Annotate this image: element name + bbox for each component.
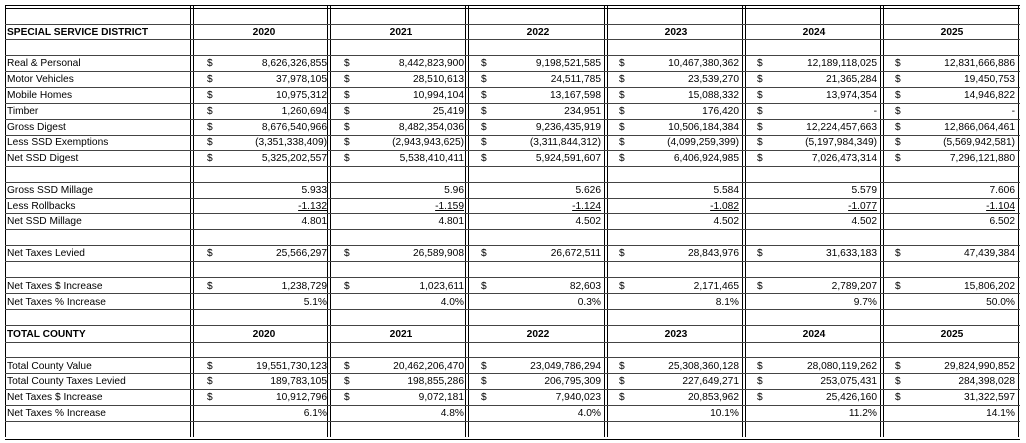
county-row-label: Total County Taxes Levied xyxy=(7,376,126,387)
digest-row-value-2025: 14,946,822 xyxy=(964,90,1015,101)
county-row-value-2020: 10,912,796 xyxy=(276,392,327,403)
digest-row-dollar-sign: $ xyxy=(207,153,213,164)
digest-row-value-2022: (3,311,844,312) xyxy=(529,137,601,148)
county-row-value-2024: 253,075,431 xyxy=(820,376,877,387)
ssd-increase-row-value-2021: 1,023,611 xyxy=(419,281,464,292)
county-row-dollar-sign: $ xyxy=(619,392,625,403)
ssd-increase-row-label: Net Taxes $ Increase xyxy=(7,281,103,292)
county-row-value-2024: 28,080,119,262 xyxy=(806,361,877,372)
net-taxes-levied-row-dollar-sign: $ xyxy=(895,248,901,259)
ssd-increase-row-value-2022: 0.3% xyxy=(577,297,601,308)
digest-row-dollar-sign: $ xyxy=(344,58,350,69)
county-row-value-2021: 198,855,286 xyxy=(407,376,464,387)
digest-row-dollar-sign: $ xyxy=(619,137,625,148)
millage-row-value-2025: 6.502 xyxy=(989,216,1015,227)
ssd-increase-row-value-2022: 82,603 xyxy=(569,281,601,292)
net-taxes-levied-row-dollar-sign: $ xyxy=(207,248,213,259)
digest-row-value-2023: 23,539,270 xyxy=(688,74,739,85)
county-row-value-2021: 9,072,181 xyxy=(418,392,464,403)
millage-row-label: Gross SSD Millage xyxy=(7,185,94,196)
digest-row-dollar-sign: $ xyxy=(344,74,350,85)
digest-row-dollar-sign: $ xyxy=(757,137,763,148)
digest-row-dollar-sign: $ xyxy=(895,137,901,148)
digest-row-dollar-sign: $ xyxy=(481,153,487,164)
digest-row-value-2024: (5,197,984,349) xyxy=(805,137,877,148)
net-taxes-levied-row-value-2021: 26,589,908 xyxy=(413,248,464,259)
digest-row-value-2020: (3,351,338,409) xyxy=(255,137,327,148)
digest-row-dollar-sign: $ xyxy=(619,74,625,85)
ssd-increase-row-dollar-sign: $ xyxy=(757,281,763,292)
ssd-increase-row-value-2020: 1,238,729 xyxy=(281,281,327,292)
ssd-increase-row-value-2020: 5.1% xyxy=(303,297,327,308)
ssd-increase-row-value-2024: 2,789,207 xyxy=(831,281,877,292)
county-row-value-2022: 4.0% xyxy=(577,408,601,419)
digest-row-value-2022: 24,511,785 xyxy=(550,74,601,85)
digest-row-value-2021: (2,943,943,625) xyxy=(392,137,464,148)
digest-row-dollar-sign: $ xyxy=(895,106,901,117)
digest-row-dollar-sign: $ xyxy=(481,137,487,148)
digest-row-label: Mobile Homes xyxy=(7,90,73,101)
digest-row-label: Motor Vehicles xyxy=(7,74,74,85)
millage-row-value-2025: -1.104 xyxy=(986,201,1015,212)
millage-row-value-2022: -1.124 xyxy=(572,201,601,212)
county-year-header-2020: 2020 xyxy=(252,329,276,340)
digest-row-value-2022: 5,924,591,607 xyxy=(535,153,601,164)
millage-row-label: Net SSD Millage xyxy=(7,216,82,227)
digest-row-dollar-sign: $ xyxy=(481,106,487,117)
digest-row-value-2025: 12,831,666,886 xyxy=(944,58,1015,69)
millage-row-value-2023: 4.502 xyxy=(713,216,739,227)
county-row-dollar-sign: $ xyxy=(757,361,763,372)
digest-row-value-2024: 13,974,354 xyxy=(826,90,877,101)
millage-row-value-2022: 5.626 xyxy=(575,185,601,196)
digest-row-dollar-sign: $ xyxy=(207,74,213,85)
digest-row-dollar-sign: $ xyxy=(757,122,763,133)
grid-row-line xyxy=(5,8,1020,9)
ssd-increase-row-dollar-sign: $ xyxy=(344,281,350,292)
digest-row-dollar-sign: $ xyxy=(619,90,625,101)
digest-row-value-2022: 9,198,521,585 xyxy=(535,58,601,69)
digest-row-value-2024: 21,365,284 xyxy=(826,74,877,85)
digest-row-dollar-sign: $ xyxy=(344,90,350,101)
county-row-value-2025: 31,322,597 xyxy=(964,392,1015,403)
digest-row-value-2023: 10,467,380,362 xyxy=(668,58,739,69)
net-taxes-levied-row-value-2023: 28,843,976 xyxy=(688,248,739,259)
digest-row-value-2024: 12,189,118,025 xyxy=(806,58,877,69)
grid-row-line xyxy=(5,277,1020,278)
digest-row-dollar-sign: $ xyxy=(344,137,350,148)
digest-row-dollar-sign: $ xyxy=(207,137,213,148)
digest-row-value-2023: 6,406,924,985 xyxy=(673,153,739,164)
digest-row-dollar-sign: $ xyxy=(757,90,763,101)
net-taxes-levied-row-value-2020: 25,566,297 xyxy=(276,248,327,259)
millage-row-value-2023: -1.082 xyxy=(710,201,739,212)
net-taxes-levied-row-dollar-sign: $ xyxy=(619,248,625,259)
digest-row-value-2021: 8,442,823,900 xyxy=(398,58,464,69)
digest-row-dollar-sign: $ xyxy=(344,106,350,117)
digest-row-dollar-sign: $ xyxy=(207,122,213,133)
digest-row-value-2022: 9,236,435,919 xyxy=(535,122,601,133)
county-row-value-2020: 6.1% xyxy=(303,408,327,419)
digest-row-dollar-sign: $ xyxy=(481,90,487,101)
ssd-increase-row-value-2023: 8.1% xyxy=(715,297,739,308)
ssd-increase-row-dollar-sign: $ xyxy=(619,281,625,292)
county-row-value-2021: 20,462,206,470 xyxy=(393,361,464,372)
county-row-dollar-sign: $ xyxy=(207,392,213,403)
digest-row-value-2021: 25,419 xyxy=(432,106,464,117)
ssd-increase-row-value-2025: 15,806,202 xyxy=(964,281,1015,292)
county-year-header-2025: 2025 xyxy=(940,329,964,340)
county-row-value-2023: 20,853,962 xyxy=(688,392,739,403)
year-header-2024: 2024 xyxy=(802,27,826,38)
digest-row-dollar-sign: $ xyxy=(344,122,350,133)
grid-row-line xyxy=(5,357,1020,358)
digest-row-value-2020: 8,626,326,855 xyxy=(261,58,327,69)
digest-row-value-2024: 12,224,457,663 xyxy=(806,122,877,133)
ssd-increase-row-dollar-sign: $ xyxy=(207,281,213,292)
digest-row-dollar-sign: $ xyxy=(619,122,625,133)
digest-row-value-2025: 19,450,753 xyxy=(964,74,1015,85)
county-row-dollar-sign: $ xyxy=(757,376,763,387)
county-row-value-2021: 4.8% xyxy=(440,408,464,419)
digest-row-dollar-sign: $ xyxy=(895,58,901,69)
digest-row-value-2021: 5,538,410,411 xyxy=(399,153,464,164)
digest-row-dollar-sign: $ xyxy=(619,153,625,164)
digest-row-dollar-sign: $ xyxy=(895,153,901,164)
millage-row-value-2025: 7.606 xyxy=(989,185,1015,196)
county-year-header-2022: 2022 xyxy=(526,329,550,340)
digest-row-value-2024: - xyxy=(873,106,877,117)
ssd-increase-row-value-2025: 50.0% xyxy=(986,297,1015,308)
county-row-label: Net Taxes $ Increase xyxy=(7,392,103,403)
net-taxes-levied-row-value-2022: 26,672,511 xyxy=(550,248,601,259)
county-row-value-2025: 14.1% xyxy=(986,408,1015,419)
digest-row-label: Timber xyxy=(7,106,39,117)
county-row-dollar-sign: $ xyxy=(895,392,901,403)
digest-row-value-2023: 15,088,332 xyxy=(688,90,739,101)
millage-row-value-2024: -1.077 xyxy=(848,201,877,212)
millage-row-value-2021: 4.801 xyxy=(438,216,464,227)
grid-row-line xyxy=(5,166,1020,167)
millage-row-value-2020: -1.132 xyxy=(298,201,327,212)
millage-row-value-2020: 5.933 xyxy=(301,185,327,196)
county-row-value-2020: 189,783,105 xyxy=(270,376,327,387)
grid-row-line xyxy=(5,229,1020,230)
ssd-increase-row-value-2024: 9.7% xyxy=(853,297,877,308)
digest-row-dollar-sign: $ xyxy=(481,122,487,133)
county-row-dollar-sign: $ xyxy=(481,392,487,403)
county-row-dollar-sign: $ xyxy=(344,361,350,372)
millage-row-label: Less Rollbacks xyxy=(7,201,76,212)
digest-row-value-2024: 7,026,473,314 xyxy=(811,153,877,164)
grid-row-line xyxy=(5,5,1020,6)
year-header-2025: 2025 xyxy=(940,27,964,38)
county-row-value-2020: 19,551,730,123 xyxy=(256,361,327,372)
county-year-header-2024: 2024 xyxy=(802,329,826,340)
millage-row-value-2021: 5.96 xyxy=(444,185,464,196)
digest-row-dollar-sign: $ xyxy=(481,74,487,85)
county-row-dollar-sign: $ xyxy=(344,392,350,403)
digest-row-dollar-sign: $ xyxy=(757,106,763,117)
grid-row-line xyxy=(5,325,1020,326)
county-row-dollar-sign: $ xyxy=(619,376,625,387)
digest-row-value-2021: 10,994,104 xyxy=(413,90,464,101)
digest-row-value-2025: 7,296,121,880 xyxy=(949,153,1015,164)
ssd-increase-row-dollar-sign: $ xyxy=(895,281,901,292)
county-row-label: Total County Value xyxy=(7,361,92,372)
grid-row-line xyxy=(5,342,1020,343)
ssd-increase-row-value-2023: 2,171,465 xyxy=(693,281,739,292)
digest-row-value-2021: 8,482,354,036 xyxy=(398,122,464,133)
net-taxes-levied-row-dollar-sign: $ xyxy=(757,248,763,259)
net-taxes-levied-row-label: Net Taxes Levied xyxy=(7,248,85,259)
digest-row-label: Less SSD Exemptions xyxy=(7,137,109,148)
ssd-increase-row-value-2021: 4.0% xyxy=(440,297,464,308)
digest-row-dollar-sign: $ xyxy=(207,58,213,69)
digest-row-value-2025: (5,569,942,581) xyxy=(943,137,1015,148)
digest-row-value-2020: 10,975,312 xyxy=(276,90,327,101)
grid-row-line xyxy=(5,421,1020,422)
digest-row-dollar-sign: $ xyxy=(619,58,625,69)
county-row-value-2025: 284,398,028 xyxy=(958,376,1015,387)
digest-row-dollar-sign: $ xyxy=(895,90,901,101)
digest-row-value-2020: 37,978,105 xyxy=(276,74,327,85)
digest-row-value-2025: - xyxy=(1011,106,1015,117)
net-taxes-levied-row-dollar-sign: $ xyxy=(344,248,350,259)
grid-row-line xyxy=(5,439,1020,440)
year-header-2022: 2022 xyxy=(526,27,550,38)
county-year-header-2023: 2023 xyxy=(664,329,688,340)
net-taxes-levied-row-value-2025: 47,439,384 xyxy=(964,248,1015,259)
ssd-increase-row-label: Net Taxes % Increase xyxy=(7,297,106,308)
digest-row-dollar-sign: $ xyxy=(895,122,901,133)
county-row-dollar-sign: $ xyxy=(619,361,625,372)
county-row-label: Net Taxes % Increase xyxy=(7,408,106,419)
digest-row-label: Net SSD Digest xyxy=(7,153,79,164)
millage-row-value-2020: 4.801 xyxy=(301,216,327,227)
digest-row-dollar-sign: $ xyxy=(619,106,625,117)
ssd-increase-row-dollar-sign: $ xyxy=(481,281,487,292)
digest-row-label: Real & Personal xyxy=(7,58,81,69)
millage-row-value-2024: 4.502 xyxy=(851,216,877,227)
county-row-value-2022: 206,795,309 xyxy=(544,376,601,387)
county-row-dollar-sign: $ xyxy=(344,376,350,387)
county-row-dollar-sign: $ xyxy=(207,376,213,387)
year-header-2020: 2020 xyxy=(252,27,276,38)
digest-row-dollar-sign: $ xyxy=(207,106,213,117)
digest-row-dollar-sign: $ xyxy=(757,58,763,69)
county-heading: TOTAL COUNTY xyxy=(7,329,86,340)
net-taxes-levied-row-dollar-sign: $ xyxy=(481,248,487,259)
county-row-value-2022: 7,940,023 xyxy=(555,392,601,403)
digest-row-value-2023: 176,420 xyxy=(702,106,739,117)
digest-row-value-2020: 5,325,202,557 xyxy=(261,153,327,164)
digest-row-dollar-sign: $ xyxy=(895,74,901,85)
digest-row-dollar-sign: $ xyxy=(757,153,763,164)
county-row-dollar-sign: $ xyxy=(481,361,487,372)
millage-row-value-2021: -1.159 xyxy=(435,201,464,212)
digest-row-value-2023: 10,506,184,384 xyxy=(668,122,739,133)
ssd-heading: SPECIAL SERVICE DISTRICT xyxy=(7,27,149,38)
digest-row-label: Gross Digest xyxy=(7,122,66,133)
county-year-header-2021: 2021 xyxy=(389,329,413,340)
digest-row-value-2021: 28,510,613 xyxy=(413,74,464,85)
net-taxes-levied-row-value-2024: 31,633,183 xyxy=(826,248,877,259)
digest-row-value-2020: 1,260,694 xyxy=(281,106,327,117)
digest-row-value-2023: (4,099,259,399) xyxy=(667,137,739,148)
county-row-value-2024: 25,426,160 xyxy=(826,392,877,403)
grid-row-line xyxy=(5,261,1020,262)
digest-row-dollar-sign: $ xyxy=(344,153,350,164)
digest-row-dollar-sign: $ xyxy=(481,58,487,69)
digest-row-dollar-sign: $ xyxy=(757,74,763,85)
year-header-2021: 2021 xyxy=(389,27,413,38)
year-header-2023: 2023 xyxy=(664,27,688,38)
county-row-value-2024: 11.2% xyxy=(848,408,877,419)
county-row-value-2023: 10.1% xyxy=(710,408,739,419)
county-row-value-2022: 23,049,786,294 xyxy=(530,361,601,372)
county-row-dollar-sign: $ xyxy=(207,361,213,372)
county-row-dollar-sign: $ xyxy=(895,376,901,387)
digest-row-value-2022: 234,951 xyxy=(564,106,601,117)
digest-row-value-2022: 13,167,598 xyxy=(550,90,601,101)
millage-row-value-2022: 4.502 xyxy=(575,216,601,227)
millage-row-value-2024: 5.579 xyxy=(851,185,877,196)
county-row-dollar-sign: $ xyxy=(895,361,901,372)
digest-row-value-2020: 8,676,540,966 xyxy=(261,122,327,133)
digest-row-value-2025: 12,866,064,461 xyxy=(944,122,1015,133)
county-row-dollar-sign: $ xyxy=(757,392,763,403)
county-row-value-2025: 29,824,990,852 xyxy=(944,361,1015,372)
millage-row-value-2023: 5.584 xyxy=(713,185,739,196)
county-row-dollar-sign: $ xyxy=(481,376,487,387)
digest-row-dollar-sign: $ xyxy=(207,90,213,101)
county-row-value-2023: 227,649,271 xyxy=(682,376,739,387)
county-row-value-2023: 25,308,360,128 xyxy=(668,361,739,372)
